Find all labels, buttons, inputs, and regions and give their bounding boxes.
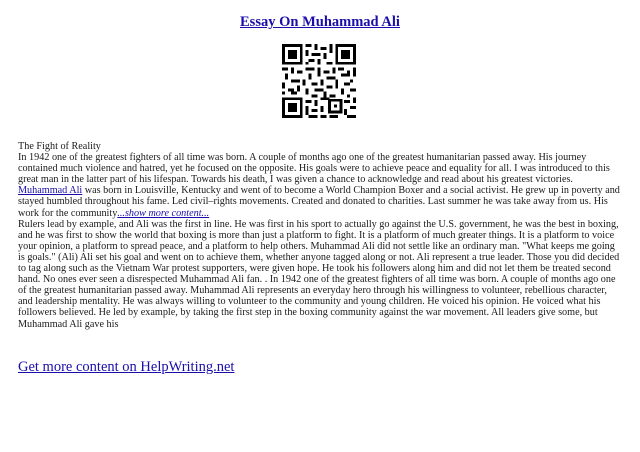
show-more-content-link[interactable]: ...show more content... <box>117 207 210 219</box>
essay-paragraph-2 <box>18 185 624 218</box>
qr-code-icon <box>282 44 356 118</box>
paragraph-2-text: was born in Louisville, Kentucky and went of to become a World Champion Boxer and a social activist. He grew up in poverty and stayed humbled throughout his fame. Led civil–rights movements. Created and donated to charities. Last summer he was take away from us. His work for the community <box>18 185 620 219</box>
muhammad-ali-link[interactable]: Muhammad Ali <box>18 185 83 197</box>
essay-title-link[interactable]: Essay On Muhammad Ali <box>240 14 400 30</box>
essay-paragraph-1: In 1942 one of the greatest fighters of all time was born. A couple of months ago one of the greatest humanitarian passed away. His journey contained much violence and hatred, yet he focused on the opposite. His goals were to achieve peace and equality for all. I was introduced to this great man in the latter part of his lifespan. Towards his death, I was given a chance to acknowledge and read about his greatest victories. <box>18 152 610 186</box>
essay-paragraph-3: Rulers lead by example, and Ali was the first in line. He was first in his sport to actually go against the U.S. government, he was the best in boxing, and he was first to show the world that boxing is more than just a platform to fight. It is a platform of much greater things. It is a platform to voice your opinion, a platform to spread peace, and a platform to help others. Muhammad Ali did not settle like an ordinary man. "What keeps me going is goals." (Ali) Ali set his goal and went on to achieve them, whether anyone tagged along or not. Ali represent a true leader. Those you did decided to tag along such as the Vietnam War protest supporters, were given hope. He took his followers along him and did not let them be treated second hand. No ones ever seen a disrespected Muhammad Ali fan. . In 1942 one of the greatest fighters of all time was born. A couple of months ago one of the greatest humanitarian passed away. Muhammad Ali represents an everyday hero through his willingness to volunteer, rebellious character, and leadership mentality. He was always willing to volunteer to the community and young children. He voiced his opinion. He voiced what his followers believed. He led by example, by taking the first step in the boxing community against the war movement. All leaders give some, but Muhammad Ali gave his <box>18 218 620 330</box>
essay-content <box>18 141 624 330</box>
get-more-content-link[interactable]: Get more content on HelpWriting.net <box>18 359 235 375</box>
essay-heading: The Fight of Reality <box>18 141 101 152</box>
